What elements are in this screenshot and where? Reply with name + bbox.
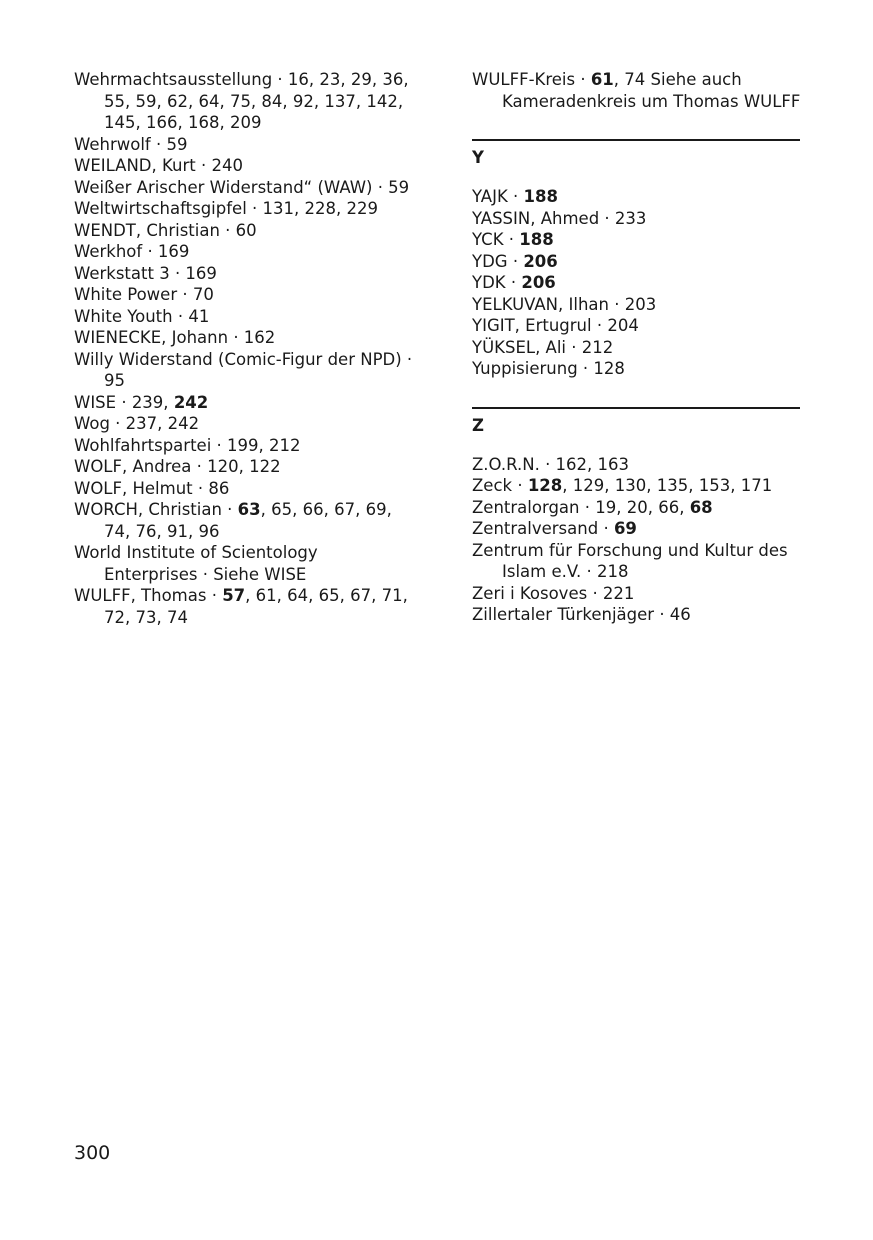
page-number: 300 xyxy=(74,1142,111,1164)
index-entry-text: YELKUVAN, Ilhan · 203 xyxy=(472,294,657,314)
index-entry xyxy=(74,327,414,349)
index-entry xyxy=(74,177,414,199)
index-entry xyxy=(472,208,802,230)
index-entry xyxy=(74,134,414,156)
index-entry-text: WISE · 239, xyxy=(74,392,174,412)
index-entry xyxy=(74,499,414,542)
index-entry xyxy=(472,272,802,294)
index-entry-text: WULFF, Thomas · xyxy=(74,586,223,605)
index-entry-text: Yuppisierung · 128 xyxy=(472,359,625,378)
index-entry xyxy=(74,220,414,242)
index-entry-text: , 74 Siehe auch Kameradenkreis um Thomas WULFF xyxy=(502,70,801,111)
section-letter: Y xyxy=(472,148,484,167)
index-entry xyxy=(472,583,802,605)
index-entry xyxy=(472,454,802,476)
index-entry xyxy=(74,478,414,500)
index-page-bold: 69 xyxy=(613,519,637,538)
index-entry-text: Weißer Arischer Widerstand“ (WAW) · 59 xyxy=(74,177,410,197)
index-entry-text: YDG · xyxy=(472,251,524,271)
index-page-bold: 61 xyxy=(590,70,614,89)
index-entry-text: Zentralversand · xyxy=(472,519,614,538)
index-entry-text: White Youth · 41 xyxy=(74,306,210,326)
index-entry xyxy=(74,435,414,457)
index-entry-text: WOLF, Helmut · 86 xyxy=(74,478,230,498)
index-entry xyxy=(74,284,414,306)
index-entry-text: Werkstatt 3 · 169 xyxy=(74,263,217,283)
index-entry-text: WOLF, Andrea · 120, 122 xyxy=(74,457,281,476)
index-entry-text: Wog · 237, 242 xyxy=(74,414,200,433)
index-entry-text: Willy Widerstand (Comic-Figur der NPD) · 95 xyxy=(74,349,413,390)
index-entry-text: Zeck · xyxy=(472,476,528,495)
index-entry-text: WEILAND, Kurt · 240 xyxy=(74,156,243,175)
index-entry-text: Werkhof · 169 xyxy=(74,242,190,261)
index-entry-text: , 129, 130, 135, 153, 171 xyxy=(562,476,773,495)
index-entry xyxy=(472,294,802,316)
index-entry-text: YÜKSEL, Ali · 212 xyxy=(472,337,614,357)
index-entry-text: Wehrmachtsausstellung · 16, 23, 29, 36, 55, 59, 62, 64, 75, 84, 92, 137, 142, 145, 166, 168, 209 xyxy=(74,70,409,132)
index-entry xyxy=(74,155,414,177)
index-entry xyxy=(472,358,802,380)
index-entry xyxy=(472,475,802,497)
index-entry xyxy=(472,518,802,540)
index-entry-text: WULFF-Kreis · xyxy=(472,70,591,89)
index-entry-text: Weltwirtschaftsgipfel · 131, 228, 229 xyxy=(74,199,378,218)
index-column-left xyxy=(74,69,414,628)
index-column-right xyxy=(472,69,802,626)
index-page-bold: 206 xyxy=(523,251,558,271)
index-entry-text: White Power · 70 xyxy=(74,285,214,304)
index-entry-text: YASSIN, Ahmed · 233 xyxy=(472,208,647,228)
index-entry-text: WORCH, Christian · xyxy=(74,500,238,519)
index-entry xyxy=(472,337,802,359)
index-entry xyxy=(74,263,414,285)
index-entry xyxy=(74,413,414,435)
index-entry xyxy=(472,229,802,251)
index-entry xyxy=(74,198,414,220)
index-page-bold: 206 xyxy=(521,273,556,292)
index-entry xyxy=(472,315,802,337)
index-entry xyxy=(472,540,802,583)
index-page-bold: 188 xyxy=(523,187,558,206)
index-entry-text: , 61, 64, 65, 67, 71, 72, 73, 74 xyxy=(104,586,408,627)
index-entry-text: Zentrum für Forschung und Kultur des Islam e.V. · 218 xyxy=(472,540,788,581)
index-entry xyxy=(74,69,414,134)
section-letter: Z xyxy=(472,415,484,435)
index-entry-text: YDK · xyxy=(472,273,522,292)
section-rule xyxy=(472,139,800,141)
index-entry xyxy=(472,69,802,112)
index-entry-text: Zeri i Kosoves · 221 xyxy=(472,583,635,603)
index-page-bold: 128 xyxy=(527,476,563,495)
index-entry-text: Zillertaler Türkenjäger · 46 xyxy=(472,605,691,624)
index-page-bold: 68 xyxy=(689,497,713,517)
index-entry xyxy=(74,456,414,478)
index-entry-text: YAJK · xyxy=(472,187,524,206)
section-rule xyxy=(472,407,800,409)
index-page-bold: 63 xyxy=(237,500,261,519)
index-entry xyxy=(74,392,414,414)
index-entry xyxy=(472,604,802,626)
index-entry xyxy=(472,497,802,519)
index-entry xyxy=(472,251,802,273)
index-entry-text: WIENECKE, Johann · 162 xyxy=(74,328,276,347)
index-entry-text: YCK · xyxy=(472,230,520,249)
index-entry-text: , 65, 66, 67, 69, 74, 76, 91, 96 xyxy=(104,500,392,541)
index-page-bold: 57 xyxy=(222,586,246,605)
index-entry xyxy=(74,349,414,392)
index-entry-text: Z.O.R.N. · 162, 163 xyxy=(472,454,630,474)
index-entry xyxy=(74,585,414,628)
index-entry-text: Wehrwolf · 59 xyxy=(74,134,188,154)
index-page-bold: 242 xyxy=(173,392,209,412)
index-entry-text: YIGIT, Ertugrul · 204 xyxy=(472,316,639,335)
index-entry-text: World Institute of Scientology Enterprises · Siehe WISE xyxy=(74,543,318,584)
index-entry-text: Zentralorgan · 19, 20, 66, xyxy=(472,497,690,517)
index-entry xyxy=(74,306,414,328)
index-entry xyxy=(74,241,414,263)
index-entry-text: WENDT, Christian · 60 xyxy=(74,220,257,240)
index-entry xyxy=(74,542,414,585)
index-page-bold: 188 xyxy=(519,230,554,249)
index-entry-text: Wohlfahrtspartei · 199, 212 xyxy=(74,435,301,455)
index-entry xyxy=(472,186,802,208)
